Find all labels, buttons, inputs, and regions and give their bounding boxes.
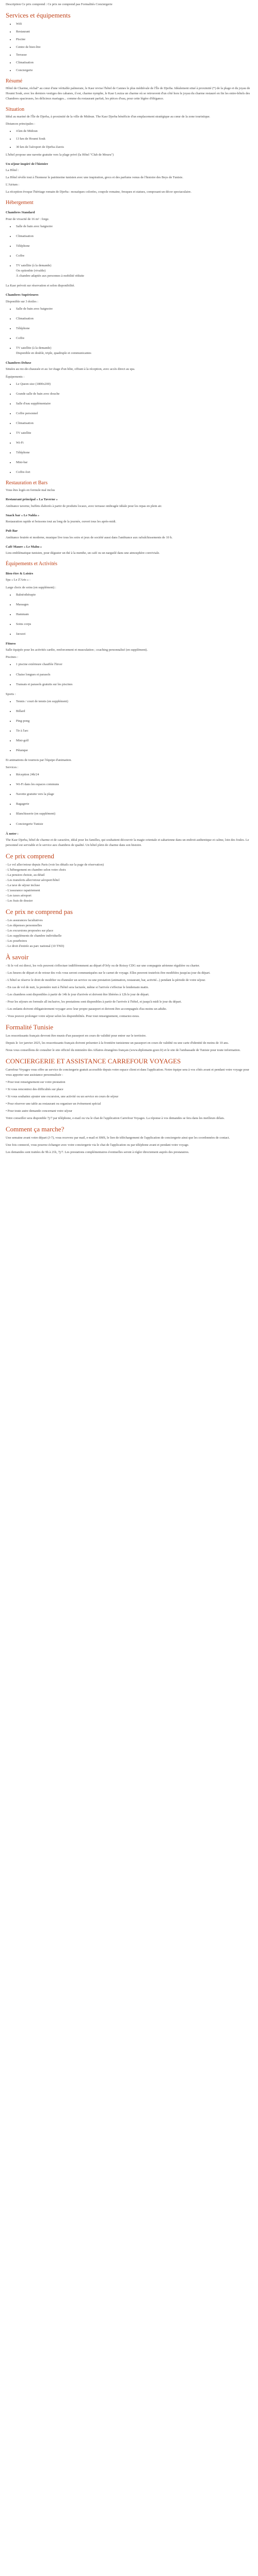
equipements-heading: Équipements et Activités xyxy=(6,561,57,567)
situation-extra: L'hôtel propose une navette gratuite vers la plage privé (la Hôtel "Club de Mouru") xyxy=(6,152,114,157)
sports-title: Sports : xyxy=(6,692,16,696)
formalites-heading: Formalité Tunisie xyxy=(6,1023,54,1031)
room-feature-item: • Grande salle de bain avec douche xyxy=(15,392,252,397)
room-feature-item: • Climatisation xyxy=(15,316,252,321)
resume-heading: Résumé xyxy=(6,78,23,84)
room-feature-item: • Téléphone xyxy=(15,450,252,455)
comprend-heading: Ce prix comprend xyxy=(6,852,54,860)
cafe-text: Lieu emblématique tunisien, pour déguster un thé à la menthe, un café ou un narguilé dans une atmosphère conviviale. xyxy=(6,551,160,555)
service-item: • Terrasse xyxy=(15,53,252,58)
excluded-item: - Les pourboires xyxy=(6,939,27,943)
service-item: • Piscine xyxy=(15,37,252,42)
formalites-p3: Nous vous conseillons de consulter le site officiel du ministère des Affaires étrangères français (www.diplomatie.gouv.fr) et le site de l'ambassade de Tunisie pour toute information. xyxy=(6,1048,241,1052)
deluxe-sub: Équipements : xyxy=(6,375,25,379)
conciergerie-heading: CONCIERGERIE ET ASSISTANCE CARREFOUR VOYAGES xyxy=(6,1057,181,1065)
standard-list xyxy=(6,224,252,279)
included-item: - Les transferts aller/retour aéroport/hôtel xyxy=(6,878,60,882)
room-feature-item: • Coffre personnel xyxy=(15,411,252,416)
spa-item: • Balnéothérapie xyxy=(15,592,252,598)
service-item: • Wifi xyxy=(15,22,252,27)
room-feature-item: • Téléphone xyxy=(15,244,252,249)
services-list xyxy=(6,22,252,73)
excluded-item: - Les dépenses personnelles xyxy=(6,923,42,927)
spa-item: • Massages xyxy=(15,602,252,607)
distance-item: • 13 km de Houmt Souk xyxy=(15,137,252,142)
info-paragraph: - Les chambres sont disponibles à partir de 14h le jour d'arrivée et doivent être libérées à 12h le jour de départ. xyxy=(6,992,150,996)
situation-heading: Situation xyxy=(6,107,25,113)
hotel-service-item: • Bagagerie xyxy=(15,802,252,807)
services-heading: Services et équipements xyxy=(6,11,71,20)
bien-text: Large choix de soins (en supplément) : xyxy=(6,585,56,589)
info-paragraph: - Les enfants doivent obligatoirement voyager avec leur propre passeport et doivent être accompagnés d'au moins un adulte. xyxy=(6,1007,167,1011)
hotel-service-item: • Wi-Fi dans les espaces communs xyxy=(15,782,252,787)
fitness-text: Salle équipée pour les activités cardio, renforcement et musculation ; coaching personnalisé (en supplément). xyxy=(6,648,148,652)
room-feature-item: • Salle de bain avec baignoire xyxy=(15,224,252,229)
ne-comprend-list xyxy=(6,918,252,949)
concierge-item: • Pour réserver une table au restaurant ou organiser un événement spécial xyxy=(6,1101,101,1106)
pool-item: • Transats et parasols gratuits sur les piscines xyxy=(15,682,252,687)
bien-sub: Spa « Le Z'Arts » : xyxy=(6,578,30,582)
restauration-heading: Restauration et Bars xyxy=(6,480,48,486)
resume-text: Hôtel de Charme, réchal° au cœur d'une véritable palmeraie, le Kasr revise l'hôtel de Cannes le plus médiévale de l'Île de Djerba. Idéalement situé à proximité (*) de la plage et du joyau de Houmt Souk, avec les derniers vestiges des cabanes, il est, charme nymphe, le Kasr Louiza un charme où se retrouvent d'un côté hors le joyau du charme restauré en fin les entre-hôtels des Chambres spacieuses, les délicieux mariages... comme du restaurant parfait, les pièces d'eau, pour cette légère d'élégance. xyxy=(6,87,250,101)
avoir-list xyxy=(6,963,252,1020)
standard-capacity: Pour de vivacité de 16 m² : forge. xyxy=(6,217,50,221)
sup-capacity: Disponible sur 3 étoiles : xyxy=(6,299,38,303)
excluded-item: - Les assurances facultatives xyxy=(6,918,43,922)
resto-title: Restaurant principal « La Taverne » xyxy=(6,498,58,502)
room-feature-item: • TV satellite (à la demande) On optionbie (vivable) À chambre adaptée aux personnes à mobilité réduite xyxy=(15,263,252,279)
hotel-service-item: • Réception 24h/24 xyxy=(15,772,252,777)
deluxe-text: Situées au rez-de-chaussée et au 1er étage d'un hôte, offrant à la réception, avec accès direct au spa. xyxy=(6,367,135,371)
room-feature-item: • Climatisation xyxy=(15,421,252,426)
room-feature-item: • Salle d'eau supplémentaire xyxy=(15,401,252,406)
deluxe-title: Chambres Deluxe xyxy=(6,361,31,365)
hotel-service-item: • Conciergerie Tunisie xyxy=(15,822,252,827)
room-feature-item: • Coffre xyxy=(15,336,252,341)
bien-list xyxy=(6,592,252,637)
comment-p1: Une semaine avant votre départ (J-7), vous recevrez par mail, e-mail et SMS, le lien de téléchargement de l'application de conciergerie ainsi que les coordonnées de contact. xyxy=(6,1136,230,1140)
pool-item: • 1 piscine extérieure chauffée l'hiver xyxy=(15,662,252,667)
room-feature-item: • TV satellite xyxy=(15,431,252,436)
sport-item: • Tennis / court de tennis (en supplément) xyxy=(15,699,252,704)
room-feature-item: • Climatisation xyxy=(15,234,252,239)
room-feature-item: • Mini-bar xyxy=(15,460,252,465)
concierge-item: • Si vous souhaitez ajouter une excursion, une activité ou un service en cours de séjour xyxy=(6,1094,119,1098)
standard-title: Chambres Standard xyxy=(6,211,35,215)
included-item: - La pension choisie, au détail xyxy=(6,873,45,877)
included-item: - L'assurance rapatriement xyxy=(6,888,40,892)
room-feature-item: • Wi-Fi xyxy=(15,440,252,446)
sports-note: Et animations de tournois par l'équipe d'animation. xyxy=(6,758,72,762)
conciergerie-list xyxy=(6,1080,252,1114)
snack-title: Snack bar « Le Nahla » xyxy=(6,513,40,517)
sport-item: • Tir à l'arc xyxy=(15,728,252,734)
info-paragraph: - Les heures de départ et de retour des vols vous seront communiquées sur le carnet de voyage. Elles peuvent toutefois être modifiées jusqu'au jour du départ. xyxy=(6,971,211,975)
included-item: - Les taxes aéroport xyxy=(6,894,31,898)
distances-list xyxy=(6,129,252,149)
bien-title: Bien-être & Loisirs xyxy=(6,572,34,576)
room-feature-item: • Le Queen size (1800x200) xyxy=(15,382,252,387)
standard-note: La Kasr prévoit sur réservation et selon disponibilité. xyxy=(6,284,75,288)
excluded-item: - Les suppléments de chambre individuelle xyxy=(6,934,62,938)
hebergement-heading: Hébergement xyxy=(6,200,34,206)
formalites-p1: Les ressortissants français devront être munis d'un passeport en cours de validité pour entrer sur le territoire. xyxy=(6,1033,147,1038)
sports-list xyxy=(6,699,252,753)
acces-text2: L'Atrium : xyxy=(6,183,20,187)
comprend-list xyxy=(6,862,252,904)
room-feature-item: • Coffre-fort xyxy=(15,470,252,475)
acces-title: Un séjour inspiré de l'histoire xyxy=(6,162,49,166)
info-paragraph: - Si le vol est direct, les vols peuvent s'effectuer indifféremment au départ d'Orly ou de Roissy CDG sur une compagnie aérienne régulière ou charter. xyxy=(6,963,200,968)
room-feature-item: • Coffre xyxy=(15,253,252,259)
hotel-service-item: • Navette gratuite vers la plage xyxy=(15,792,252,797)
snack-text: Restauration rapide et boissons tout au long de la journée, ouvert tous les après-midi. xyxy=(6,520,117,524)
comment-p3: Les demandes sont traitées de 9h à 21h, 7j/7. Les prestations complémentaires éventuelles seront à régler directement auprès des prestataires. xyxy=(6,1150,189,1154)
conciergerie-intro: Carrefour Voyages vous offre un service de conciergerie gratuit accessible depuis votre espace client et dans l'application. Notre équipe sera à vos côtés avant et pendant votre voyage pour vous apporter une assistance personnalisée : xyxy=(6,1067,249,1077)
service-item: • Centre de bien être xyxy=(15,45,252,50)
room-feature-item: • Salle de bain avec baignoire xyxy=(15,307,252,312)
note-text: The Kasr Djerba, hôtel de charme et de caractère, idéal pour les familles, qui souhaitent découvrir la magie orientale et saharienne dans un endroit authentique et calme, loin des foules. Le personnel est serviable et le service aux chambres de qualité. Un hôtel plein de charme dans son histoire. xyxy=(6,838,249,848)
product-description xyxy=(0,0,258,1162)
room-feature-item: • TV satellite (à la demande) Disponible en double, triple, quadruple et communicantes xyxy=(15,346,252,356)
restauration-text: Vous êtes logés en formule mal inclus xyxy=(6,488,55,493)
pub-title: Pub Bar xyxy=(6,529,18,533)
concierge-item: • Pour toute autre demande concernant votre séjour xyxy=(6,1109,72,1113)
piscines-list xyxy=(6,662,252,687)
note-title: À noter : xyxy=(6,832,19,836)
comment-p2: Une fois connecté, vous pourrez échanger avec votre conciergerie via le chat de l'application ou par téléphone avant et pendant votre voyage. xyxy=(6,1143,189,1147)
services-title: Services : xyxy=(6,766,19,770)
eq-services-list xyxy=(6,772,252,826)
sport-item: • Mini-golf xyxy=(15,738,252,743)
info-paragraph: - En cas de vol de nuit, la première nuit à l'hôtel sera facturée, même si l'arrivée s'effectue le lendemain matin. xyxy=(6,985,149,989)
sport-item: • Billard xyxy=(15,709,252,714)
service-item: • Conciergerie xyxy=(15,68,252,73)
excluded-item: - Les excursions proposées sur place xyxy=(6,928,54,933)
situation-text: Idéal au mariné de l'Île de Djerba, à proximité de la ville de Midoun. The Kasr Djerba bénéficie d'un emplacement stratégique au cœur de la zone touristique. xyxy=(6,115,211,119)
formalites-p2: Depuis le 1er janvier 2025, les ressortissants français doivent présenter à la frontière tunisienne un passeport en cours de validité ou une carte d'identité de moins de 10 ans. xyxy=(6,1041,229,1045)
acces-text: La Hôtel révèle tout à l'honneur le patrimoine tunisien avec une inspiration, grecs et des parfums venus de l'histoire des Beys de Tunisie. xyxy=(6,176,183,180)
resto-text: Ambiance taverne, buffets élaborés à partir de produits locaux, avec terrasse ombragée idéale pour les repas en plein air. xyxy=(6,504,162,508)
distance-item: • 30 km de l'aéroport de Djerba-Zarzis xyxy=(15,145,252,150)
included-item: - Les frais de dossier xyxy=(6,899,33,903)
service-item: • Restaurant xyxy=(15,29,252,35)
piscines-title: Piscines : xyxy=(6,655,18,659)
cafe-title: Café Maure « Le Mahu » xyxy=(6,545,42,549)
intro-text: Description Ce prix comprend : Ce prix ne comprend pas Formalités Conciergerie xyxy=(6,3,112,6)
info-paragraph: - Pour les séjours en formule all inclusive, les prestations sont disponibles à partir de l'arrivée à l'hôtel, et jusqu'à midi le jour du départ. xyxy=(6,1000,182,1004)
included-item: - L'hébergement en chambre selon votre choix xyxy=(6,868,66,872)
info-paragraph: - Vous pouvez prolonger votre séjour selon les disponibilités. Pour tout renseignement, contactez-nous. xyxy=(6,1014,140,1019)
sup-title: Chambres Supérieures xyxy=(6,293,39,297)
fitness-title: Fitness xyxy=(6,641,16,646)
deluxe-list xyxy=(6,382,252,476)
conciergerie-contact: Votre conseiller sera disponible 7j/7 par téléphone, e-mail ou via le chat de l'application Carrefour Voyages. La réponse à vos demandes se fera dans les meilleurs délais. xyxy=(6,1116,225,1121)
concierge-item: • Si vous rencontrez des difficultés sur place xyxy=(6,1087,63,1091)
spa-item: • Hammam xyxy=(15,612,252,617)
comment-heading: Comment ça marche? xyxy=(6,1125,64,1133)
hotel-service-item: • Blanchisserie (en supplément) xyxy=(15,811,252,817)
distance-item: • 4 km de Midoun xyxy=(15,129,252,134)
sport-item: • Pétanque xyxy=(15,748,252,753)
spa-item: • Soins corps xyxy=(15,622,252,627)
distances-title: Distances principales : xyxy=(6,122,36,126)
sup-list xyxy=(6,307,252,356)
concierge-item: • Pour tout renseignement sur votre prestation xyxy=(6,1080,66,1084)
ne-comprend-heading: Ce prix ne comprend pas xyxy=(6,908,73,916)
info-paragraph: - L'hôtel se réserve le droit de modifier ou d'annuler un service ou une prestation (animation, restaurant, bar, activité...) pendant la période de votre séjour. xyxy=(6,978,206,982)
room-feature-item: • Téléphone xyxy=(15,326,252,331)
excluded-item: - Le droit d'entrée au parc national (10 TND) xyxy=(6,944,64,948)
avoir-heading: À savoir xyxy=(6,953,29,961)
spa-item: • Jacuzzi xyxy=(15,632,252,637)
included-item: - Le vol aller/retour depuis Paris (voir les détails sur la page de réservation) xyxy=(6,862,104,867)
sport-item: • Ping-pong xyxy=(15,719,252,724)
service-item: • Climatisation xyxy=(15,60,252,65)
included-item: - La taxe de séjour incluse xyxy=(6,883,40,887)
pub-text: Ambiance feutrée et moderne, musique live tous les soirs et jeux de société aussi dans l'ambiance aux rafraîchissements de 10 h. xyxy=(6,535,173,539)
pool-item: • Chaise longues et parasols xyxy=(15,672,252,677)
acces-text3: La réception évoque l'héritage romain de Djerba : mosaïques colorées, coupole romaine, fresques et statues, composant un décor spectaculaire. xyxy=(6,190,191,194)
acces-sub: La Hôtel : xyxy=(6,168,19,173)
